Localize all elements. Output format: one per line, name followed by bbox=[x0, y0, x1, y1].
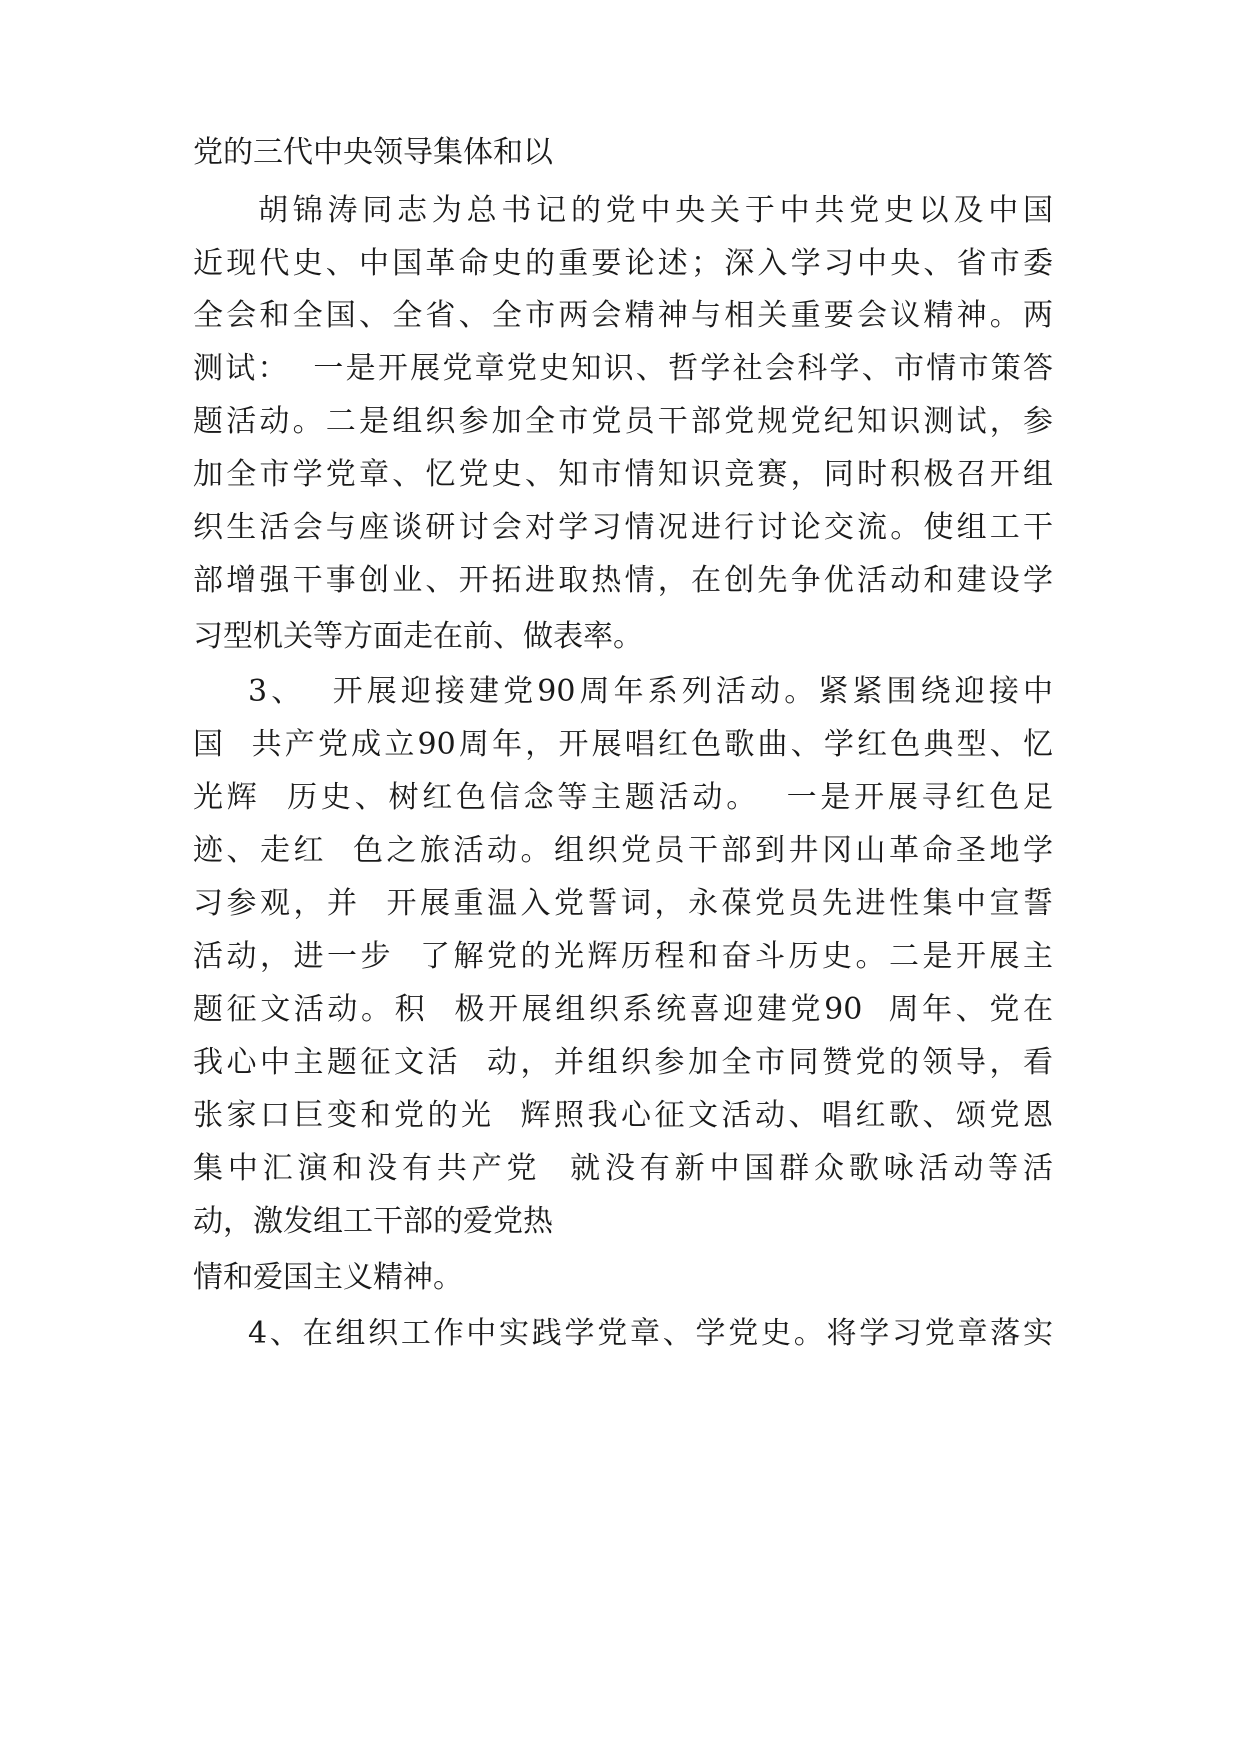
text-line: 党的三代中央领导集体和以 bbox=[193, 135, 553, 170]
text-line: 题征文活动。积 极开展组织系统喜迎建党90 周年、党在 bbox=[193, 992, 1053, 1027]
text-line: 全会和全国、全省、全市两会精神与相关重要会议精神。两 bbox=[193, 298, 1053, 333]
text-line: 我心中主题征文活 动，并组织参加全市同赞党的领导，看 bbox=[193, 1045, 1053, 1080]
text-line: 加全市学党章、忆党史、知市情知识竞赛，同时积极召开组 bbox=[193, 457, 1053, 492]
text-line: 张家口巨变和党的光 辉照我心征文活动、唱红歌、颂党恩 bbox=[193, 1098, 1053, 1133]
text-line: 4、在组织工作中实践学党章、学党史。将学习党章落实 bbox=[248, 1316, 1053, 1351]
text-line: 迹、走红 色之旅活动。组织党员干部到井冈山革命圣地学 bbox=[193, 833, 1053, 868]
text-line: 活动，进一步 了解党的光辉历程和奋斗历史。二是开展主 bbox=[193, 939, 1053, 974]
text-line: 国 共产党成立90周年，开展唱红色歌曲、学红色典型、忆 bbox=[193, 727, 1053, 762]
text-line: 近现代史、中国革命史的重要论述；深入学习中央、省市委 bbox=[193, 246, 1053, 281]
text-line: 情和爱国主义精神。 bbox=[193, 1260, 463, 1295]
text-line: 光辉 历史、树红色信念等主题活动。 一是开展寻红色足 bbox=[193, 780, 1053, 815]
text-line: 3、 开展迎接建党90周年系列活动。紧紧围绕迎接中 bbox=[248, 674, 1053, 709]
text-line: 题活动。二是组织参加全市党员干部党规党纪知识测试，参 bbox=[193, 404, 1053, 439]
text-line: 习型机关等方面走在前、做表率。 bbox=[193, 619, 643, 654]
text-line: 测试： 一是开展党章党史知识、哲学社会科学、市情市策答 bbox=[193, 351, 1053, 386]
text-line: 织生活会与座谈研讨会对学习情况进行讨论交流。使组工干 bbox=[193, 510, 1053, 545]
text-line: 部增强干事创业、开拓进取热情，在创先争优活动和建设学 bbox=[193, 563, 1053, 598]
text-line: 动，激发组工干部的爱党热 bbox=[193, 1204, 553, 1239]
text-line: 习参观，并 开展重温入党誓词，永葆党员先进性集中宣誓 bbox=[193, 886, 1053, 921]
text-line: 胡锦涛同志为总书记的党中央关于中共党史以及中国 bbox=[258, 193, 1053, 228]
text-line: 集中汇演和没有共产党 就没有新中国群众歌咏活动等活 bbox=[193, 1151, 1053, 1186]
